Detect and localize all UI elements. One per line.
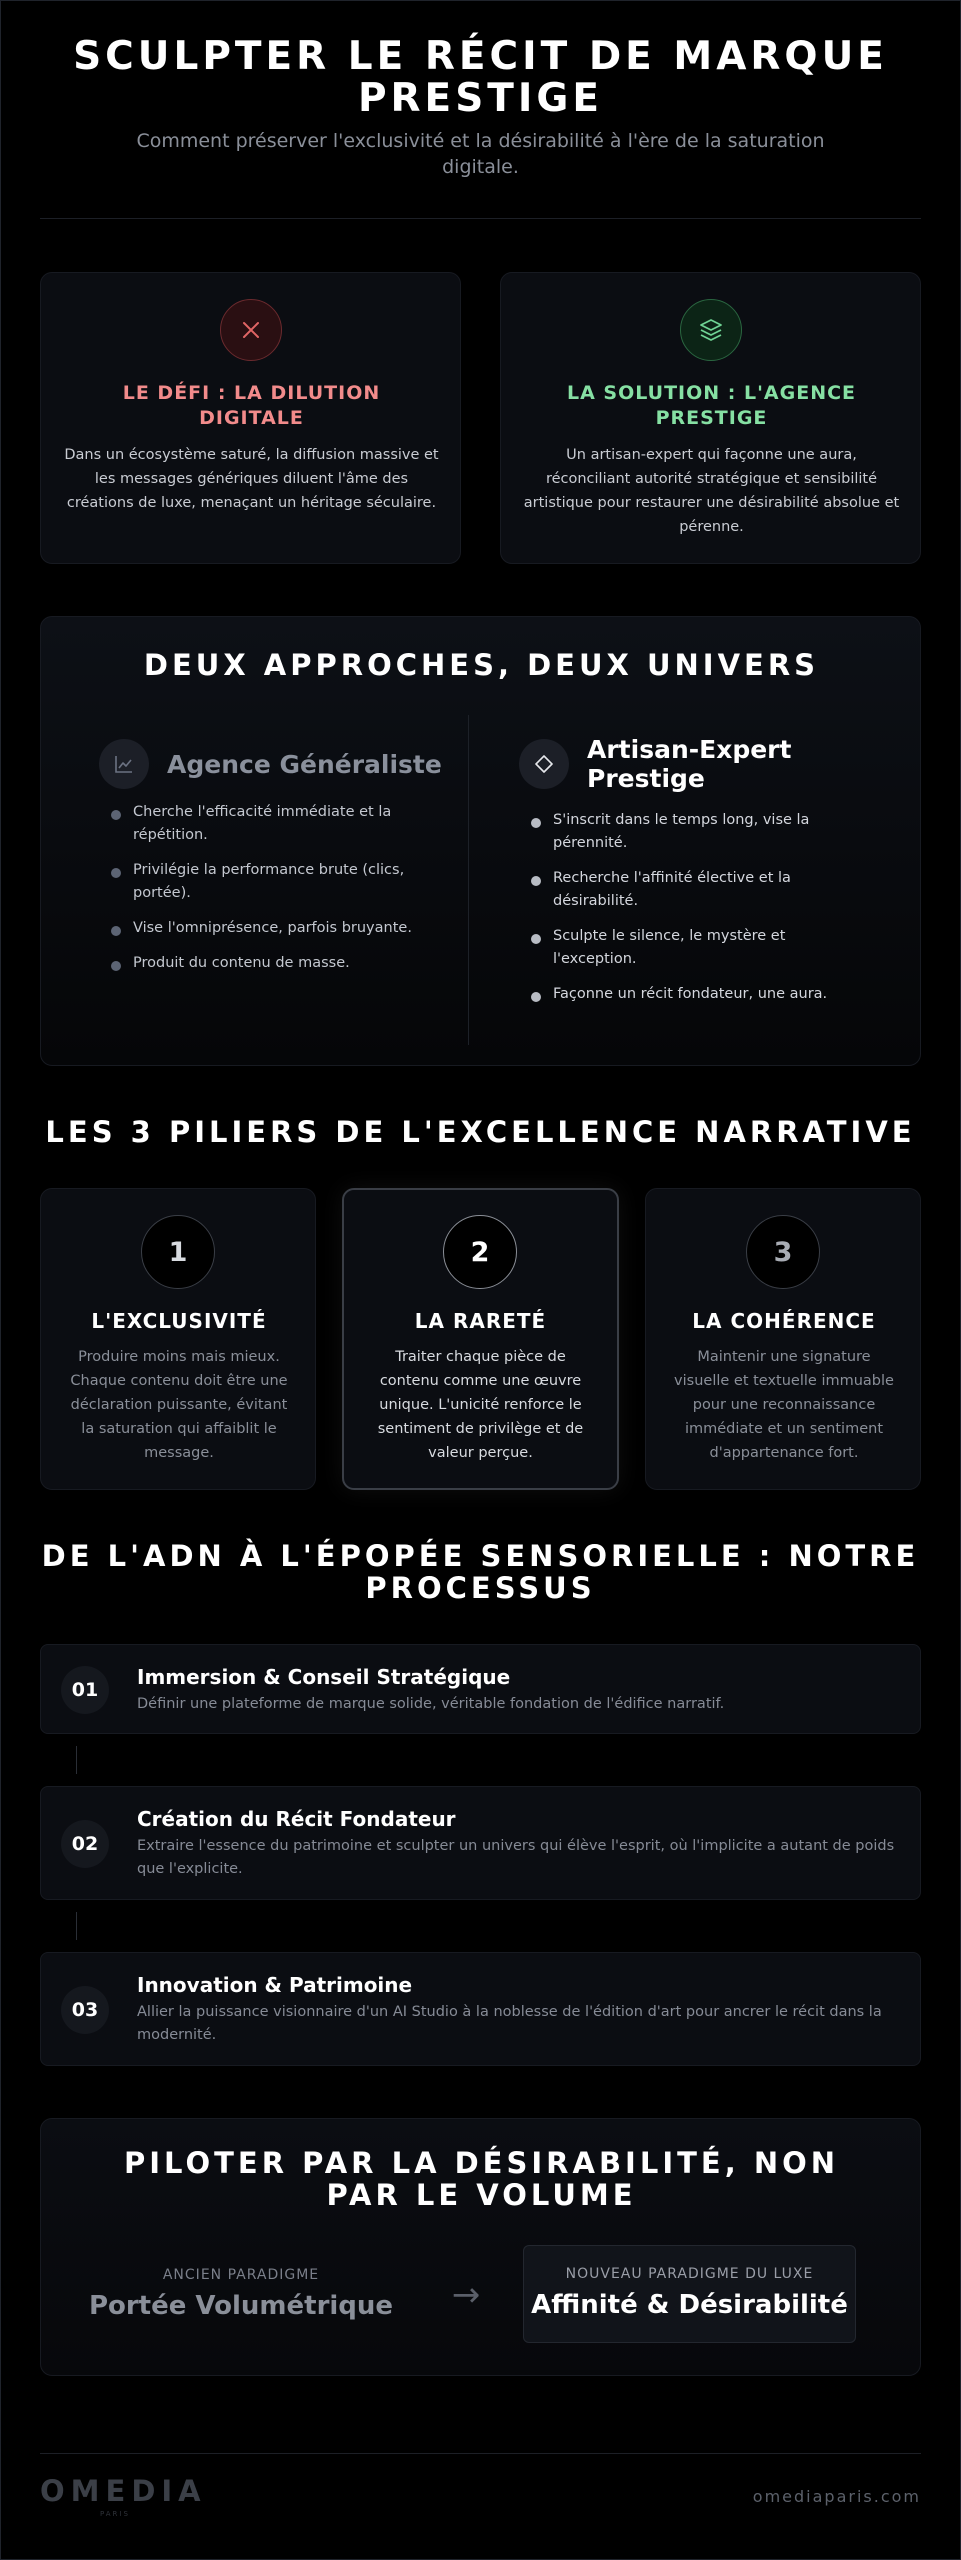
process-step-1 <box>40 1644 921 1734</box>
pillar-card-2 <box>342 1188 619 1490</box>
paradigm-title: PILOTER PAR LA DÉSIRABILITÉ, NON PAR LE VOLUME <box>123 2146 840 2212</box>
layers-icon <box>680 299 742 361</box>
pillar-card-1 <box>40 1188 316 1490</box>
omedia-logo: OMEDIA <box>40 2474 207 2508</box>
old-paradigm-label: ANCIEN PARADIGME <box>162 2267 320 2283</box>
list-item: Sculpte le silence, le mystère et l'exception. <box>531 925 851 971</box>
solution-text: Un artisan-expert qui façonne une aura, réconciliant autorité stratégique et sensibilité artistique pour restaurer une désirabilité absolue et pérenne. <box>523 447 900 535</box>
new-paradigm-box <box>523 2245 856 2343</box>
pillar-text: Produire moins mais mieux. Chaque contenu doit être une déclaration puissante, évitant la saturation qui affaiblit le message. <box>70 1349 288 1461</box>
challenge-title: LE DÉFI : LA DILUTION DIGITALE <box>122 382 381 429</box>
list-item: Façonne un récit fondateur, une aura. <box>531 983 851 1006</box>
process-title: DE L'ADN À L'ÉPOPÉE SENSORIELLE : NOTRE PROCESSUS <box>41 1539 920 1605</box>
page-subtitle: Comment préserver l'exclusivité et la désirabilité à l'ère de la saturation digitale. <box>136 130 825 178</box>
pillar-number: 1 <box>141 1215 215 1289</box>
step-connector <box>76 1746 77 1774</box>
arrow-right-icon: → <box>451 2275 481 2315</box>
list-item: Produit du contenu de masse. <box>111 952 421 975</box>
page-title: SCULPTER LE RÉCIT DE MARQUE PRESTIGE <box>73 34 888 121</box>
pillar-title: LA COHÉRENCE <box>692 1309 876 1333</box>
pillar-text: Maintenir une signature visuelle et textuelle immuable pour une reconnaissance immédiate et un sentiment d'appartenance fort. <box>674 1349 894 1461</box>
step-text: Extraire l'essence du patrimoine et sculpter un univers qui élève l'esprit, où l'implicite a autant de poids que l'explicite. <box>137 1838 895 1877</box>
close-icon <box>220 299 282 361</box>
diamond-icon <box>519 739 569 789</box>
expert-list <box>531 809 851 1018</box>
paradigm-card <box>40 2118 921 2376</box>
pillar-title: L'EXCLUSIVITÉ <box>91 1309 267 1333</box>
approaches-title: DEUX APPROCHES, DEUX UNIVERS <box>143 648 820 682</box>
step-number: 01 <box>61 1666 109 1714</box>
footer-divider <box>40 2453 921 2454</box>
step-text: Définir une plateforme de marque solide, véritable fondation de l'édifice narratif. <box>137 1696 725 1712</box>
step-text: Allier la puissance visionnaire d'un AI Studio à la noblesse de l'édition d'art pour ancrer le récit dans la modernité. <box>137 2004 882 2043</box>
step-number: 03 <box>61 1986 109 2034</box>
list-item: Privilégie la performance brute (clics, portée). <box>111 859 421 905</box>
new-paradigm-value: Affinité & Désirabilité <box>531 2290 848 2320</box>
pillar-text: Traiter chaque pièce de contenu comme une œuvre unique. L'unicité renforce le sentiment de privilège et de valeur perçue. <box>377 1349 584 1461</box>
generalist-header <box>99 739 459 789</box>
list-item: Recherche l'affinité élective et la désirabilité. <box>531 867 851 913</box>
step-title: Création du Récit Fondateur <box>137 1807 456 1831</box>
challenge-text: Dans un écosystème saturé, la diffusion massive et les messages génériques diluent l'âme des créations de luxe, menaçant un héritage séculaire. <box>64 447 439 511</box>
pillar-number: 3 <box>746 1215 820 1289</box>
chart-line-icon <box>99 739 149 789</box>
old-paradigm-value: Portée Volumétrique <box>88 2291 394 2321</box>
step-title: Innovation & Patrimoine <box>137 1973 413 1997</box>
approaches-card <box>40 616 921 1066</box>
solution-title: LA SOLUTION : L'AGENCE PRESTIGE <box>566 382 857 429</box>
generalist-title: Agence Généraliste <box>167 749 442 779</box>
pillar-title: LA RARETÉ <box>414 1309 547 1333</box>
pillar-card-3 <box>645 1188 921 1490</box>
expert-title: Artisan-Expert Prestige <box>587 735 792 793</box>
step-connector <box>76 1912 77 1940</box>
logo-subtext: PARIS <box>100 2510 130 2518</box>
step-title: Immersion & Conseil Stratégique <box>137 1665 511 1689</box>
list-item: Vise l'omniprésence, parfois bruyante. <box>111 917 421 940</box>
step-number: 02 <box>61 1820 109 1868</box>
website-link[interactable]: omediaparis.com <box>752 2487 921 2506</box>
generalist-list <box>111 801 421 987</box>
list-item: S'inscrit dans le temps long, vise la pérennité. <box>531 809 851 855</box>
process-step-3 <box>40 1952 921 2066</box>
pillars-title: LES 3 PILIERS DE L'EXCELLENCE NARRATIVE <box>45 1115 916 1149</box>
header-divider <box>40 218 921 219</box>
new-paradigm-label: NOUVEAU PARADIGME DU LUXE <box>565 2266 814 2282</box>
process-step-2 <box>40 1786 921 1900</box>
approaches-divider <box>468 715 469 1045</box>
solution-card <box>500 272 921 564</box>
expert-header <box>519 735 879 793</box>
list-item: Cherche l'efficacité immédiate et la répétition. <box>111 801 421 847</box>
challenge-card <box>40 272 461 564</box>
pillar-number: 2 <box>443 1215 517 1289</box>
